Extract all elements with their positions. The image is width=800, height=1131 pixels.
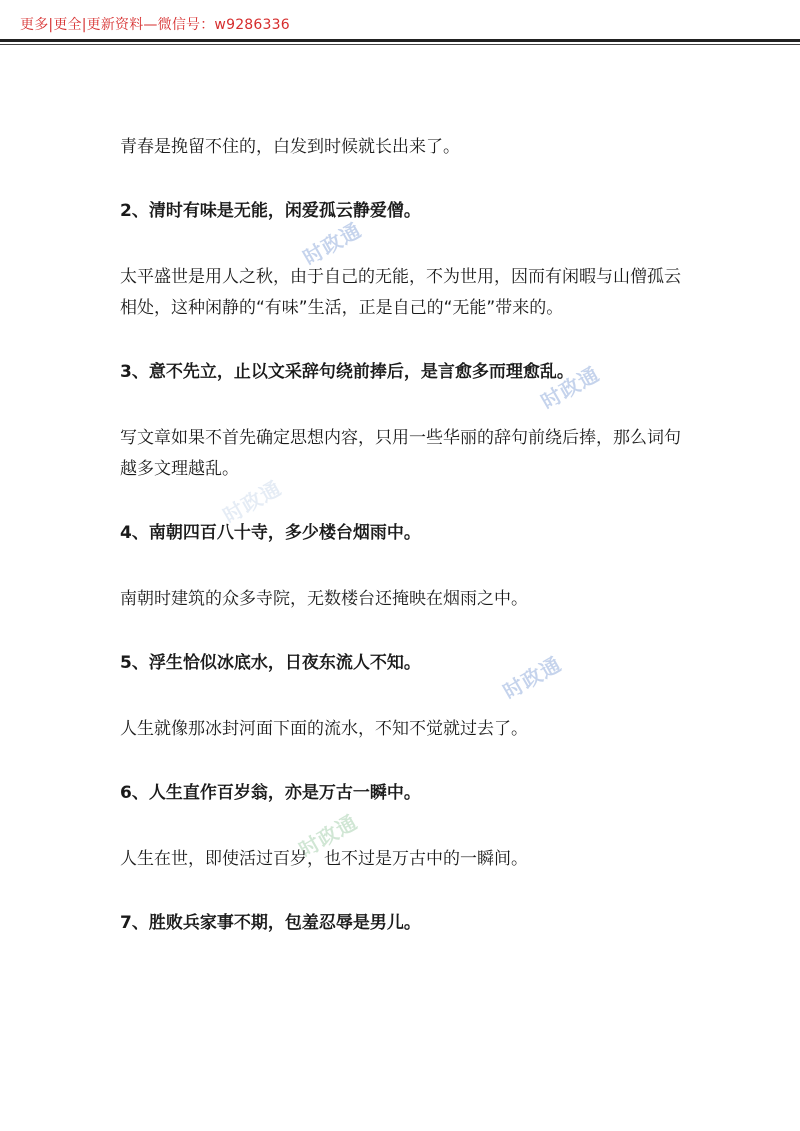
verse-heading: 5、浮生恰似冰底水，日夜东流人不知。 — [120, 653, 421, 673]
paragraph: 写文章如果不首先确定思想内容，只用一些华丽的辞句前绕后捧，那么词句越多文理越乱。 — [120, 428, 681, 479]
paragraph: 青春是挽留不住的，白发到时候就长出来了。 — [120, 137, 460, 157]
header-contact-line: 更多|更全|更新资料—微信号：w9286336 — [20, 17, 290, 33]
verse-heading: 4、南朝四百八十寺，多少楼台烟雨中。 — [120, 523, 421, 543]
paragraph: 人生在世，即使活过百岁，也不过是万古中的一瞬间。 — [120, 849, 528, 869]
verse-heading: 6、人生直作百岁翁，亦是万古一瞬中。 — [120, 783, 421, 803]
watermark: 时政通 — [536, 361, 604, 414]
watermark: 时政通 — [498, 651, 566, 704]
paragraph: 南朝时建筑的众多寺院，无数楼台还掩映在烟雨之中。 — [120, 589, 528, 609]
verse-heading: 2、清时有味是无能，闲爱孤云静爱僧。 — [120, 201, 421, 221]
document-body — [120, 132, 688, 939]
verse-heading: 3、意不先立，止以文采辞句绕前捧后，是言愈多而理愈乱。 — [120, 362, 574, 382]
verse-heading: 7、胜败兵家事不期，包羞忍辱是男儿。 — [120, 913, 421, 933]
header-rule-thin — [0, 44, 800, 45]
watermark: 时政通 — [294, 809, 362, 862]
watermark: 时政通 — [218, 475, 286, 528]
header-rule-thick — [0, 39, 800, 42]
paragraph: 人生就像那冰封河面下面的流水，不知不觉就过去了。 — [120, 719, 528, 739]
watermark: 时政通 — [298, 217, 366, 270]
paragraph: 太平盛世是用人之秋，由于自己的无能，不为世用，因而有闲暇与山僧孤云相处，这种闲静的“有味”生活，正是自己的“无能”带来的。 — [120, 267, 681, 318]
